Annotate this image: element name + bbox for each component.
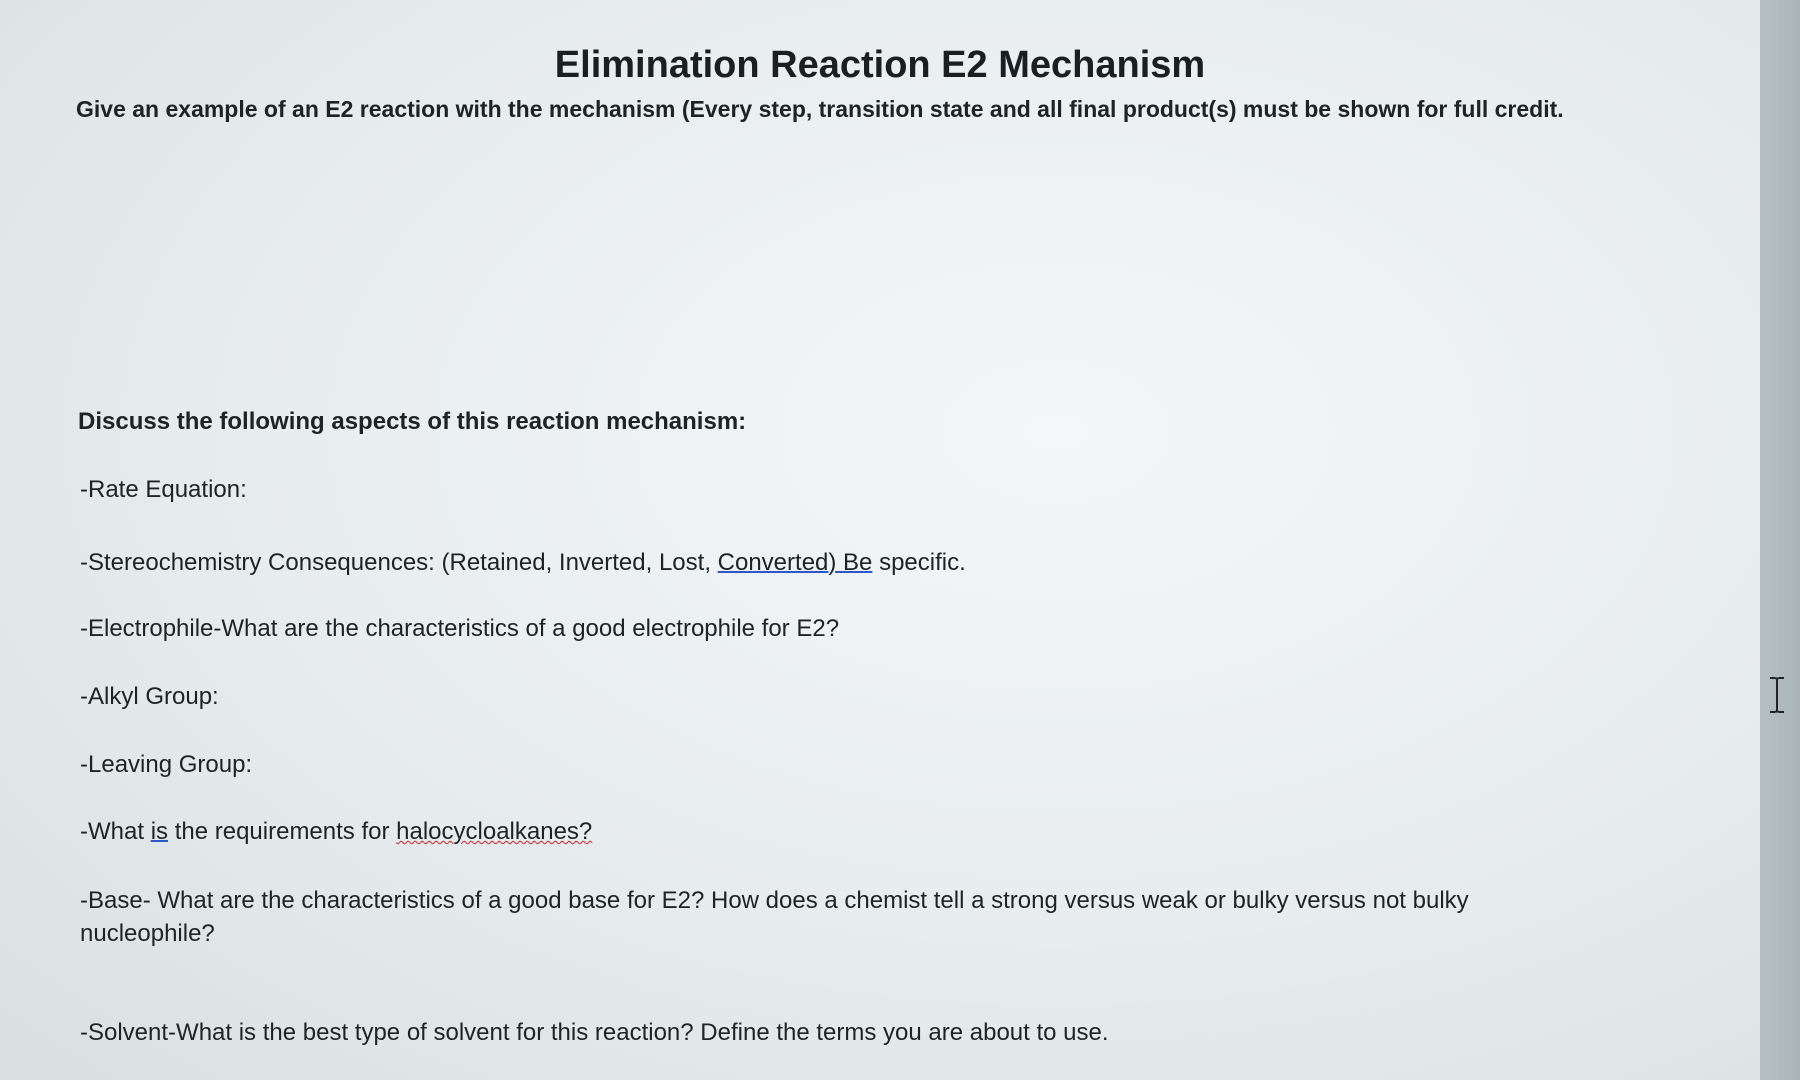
text-cursor-icon bbox=[1766, 676, 1788, 714]
grammar-flagged-word[interactable]: is bbox=[150, 818, 169, 845]
question-alkyl-group: -Alkyl Group: bbox=[80, 683, 219, 710]
question-electrophile: -Electrophile-What are the characteristics of a good electrophile for E2? bbox=[80, 615, 840, 642]
question-solvent: -Solvent-What is the best type of solvent for this reaction? Define the terms you are about to use. bbox=[80, 1019, 1109, 1046]
window-margin bbox=[1760, 0, 1800, 1080]
stereochemistry-suffix: specific. bbox=[872, 549, 966, 576]
document-title: Elimination Reaction E2 Mechanism bbox=[554, 44, 1206, 86]
answer-space[interactable] bbox=[76, 140, 1696, 390]
question-base: -Base- What are the characteristics of a good base for E2? How does a chemist tell a strong versus weak or bulky versus not bulky nucleophile? bbox=[80, 887, 1469, 947]
spelling-flagged-word[interactable]: halocycloalkanes? bbox=[396, 818, 593, 845]
question-leaving-group: -Leaving Group: bbox=[80, 751, 253, 778]
stereochemistry-prefix: -Stereochemistry Consequences: (Retained, Inverted, Lost, bbox=[80, 549, 718, 576]
requirements-middle: the requirements for bbox=[168, 818, 397, 845]
requirements-prefix: -What bbox=[80, 818, 151, 845]
question-halocycloalkanes bbox=[80, 815, 592, 848]
question-rate-equation: -Rate Equation: bbox=[80, 476, 247, 503]
grammar-flagged-text[interactable]: Converted) Be bbox=[717, 549, 873, 576]
instructions-text: Give an example of an E2 reaction with the mechanism (Every step, transition state and all final product(s) must be shown for full credit. bbox=[76, 96, 1564, 122]
question-stereochemistry bbox=[80, 546, 966, 579]
discuss-heading: Discuss the following aspects of this reaction mechanism: bbox=[78, 408, 747, 435]
